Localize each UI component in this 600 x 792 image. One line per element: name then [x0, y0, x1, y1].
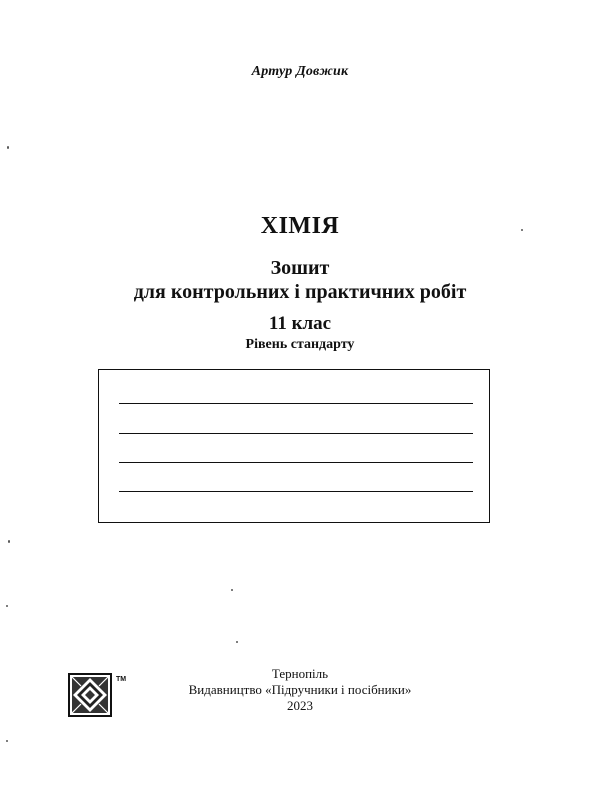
book-subtitle: [0, 256, 600, 304]
scan-speck: [521, 229, 523, 231]
scan-speck: [6, 605, 8, 607]
write-line-3: [119, 462, 473, 463]
book-title: ХІМІЯ: [260, 213, 340, 239]
write-line-4: [119, 491, 473, 492]
publisher-year: 2023: [287, 698, 313, 713]
publisher-block: [150, 666, 450, 714]
publisher-name: Видавництво «Підручники і посібники»: [188, 682, 412, 697]
write-line-2: [119, 433, 473, 434]
publisher-logo-icon: [68, 673, 112, 717]
trademark-label: TM: [116, 676, 127, 683]
subtitle-line-2: для контрольних і практичних робіт: [133, 281, 467, 303]
scan-speck: [7, 146, 9, 149]
scan-speck: [8, 540, 10, 543]
owner-name-box: [98, 369, 490, 523]
scan-speck: [236, 641, 238, 643]
level-label: Рівень стандарту: [245, 337, 355, 352]
grade-label: 11 клас: [268, 313, 332, 334]
scan-speck: [231, 589, 233, 591]
publisher-city: Тернопіль: [271, 666, 329, 681]
write-line-1: [119, 403, 473, 404]
subtitle-line-1: Зошит: [270, 257, 330, 279]
author-name: Артур Довжик: [251, 64, 349, 79]
scan-speck: [6, 740, 8, 742]
